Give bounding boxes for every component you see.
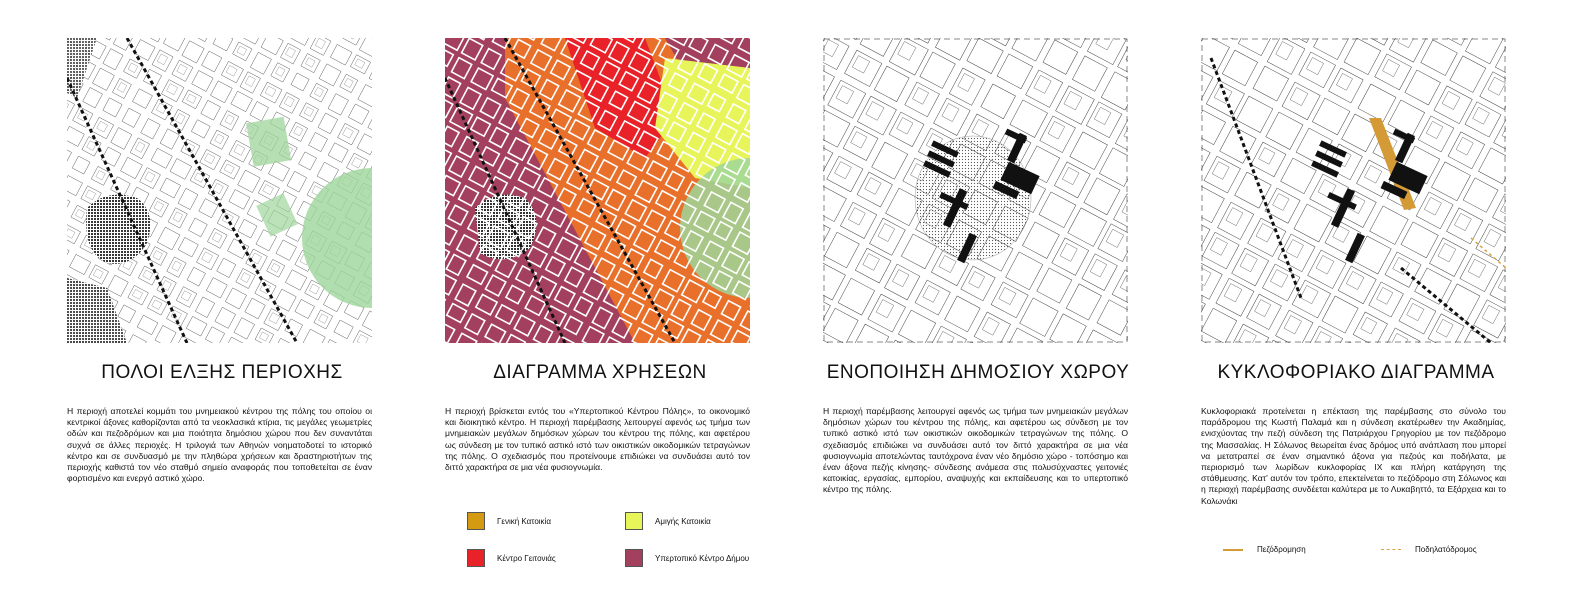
pedestrian-line-icon	[1223, 549, 1243, 551]
swatch-metropolitan-center	[625, 549, 643, 567]
swatch-general-housing	[467, 512, 485, 530]
legend-label: Αμιγής Κατοικία	[655, 516, 711, 526]
map-land-use	[445, 38, 750, 343]
legend-item-neighborhood-center	[467, 549, 556, 567]
legend-label: Κέντρο Γειτονιάς	[497, 553, 556, 563]
legend-label: Ποδηλατόδρομος	[1415, 545, 1477, 554]
green-park-a	[246, 117, 291, 167]
panel-description: Η περιοχή βρίσκεται εντός του «Υπερτοπικού Κέντρου Πόλης», το οικονομικό και διοικητικό κέντρο. Η περιοχή παρέμβασης λειτουργεί αφενός ως τμήμα των μνημειακών μεγάλων δημόσιων χώρων του κέντρου της πόλης, και αφετέρου ως σύνδεση με τον τυπικό αστικό ιστό των οικιστικών οικοδομικών τετραγώνων της πόλης. Ο σχεδιασμός που προτείνουμε επιδιώκει να συνδυάσει αυτό τον διττό χαρακτήρα σε μια νέα φυσιογνωμία.	[445, 406, 750, 473]
legend-label: Πεζόδρομηση	[1257, 545, 1306, 554]
bike-lane	[1471, 238, 1506, 268]
legend-item-bike	[1381, 545, 1477, 554]
panel-description: Η περιοχή παρέμβασης λειτουργεί αφενός ως τμήμα των μνημειακών μεγάλων δημόσιων χώρων του κέντρου της πόλης, και αφετέρου ως σύνδεση με τον τυπικό αστικό ιστό των οικιστικών οικοδομικών τετραγώνων της πόλης. Ο σχεδιασμός επιδιώκει να συνδυάσει αυτό τον διττό χαρακτήρα σε μια νέα φυσιογνωμία αποτελώντας ταυτόχρονα έναν νέο δημόσιο χώρο - τοπόσημο και έναν άξονα πεζής κίνησης- σύνδεσης ανάμεσα στις πολυσύχναστες γειτονιές κατοικίας, εργασίας, εμπορίου, αναψυχής και εκπαίδευσης και το υπερτοπικό κέντρο της πόλης.	[823, 406, 1128, 495]
panel-public-space	[823, 0, 1133, 608]
panel-attraction-poles	[67, 0, 377, 608]
legend-item-general-housing	[467, 512, 551, 530]
axis-line-b	[127, 38, 297, 343]
map-public-space	[823, 38, 1128, 343]
swatch-neighborhood-center	[467, 549, 485, 567]
dense-zone-top	[67, 38, 97, 98]
green-hill	[302, 168, 372, 308]
dense-zone-bottom	[67, 278, 127, 343]
panel-title: ΔΙΑΓΡΑΜΜΑ ΧΡΗΣΕΩΝ	[493, 362, 707, 383]
legend-item-pure-housing	[625, 512, 711, 530]
map-traffic	[1201, 38, 1506, 343]
panel-description: Η περιοχή αποτελεί κομμάτι του μνημειακού κέντρου της πόλης του οποίου οι κεντρικοί άξονες καθορίζονται από τα νεοκλασικά κτίρια, τις μεγάλες γεωμετρίες οδών και πεζοδρόμων και μια ποιότητα δημόσιου χώρου που δεν συναντάται συχνά σε άλλες περιοχές. Η τριλογιά των Αθηνών νοηματοδοτεί το ιστορικό κέντρο και σε συνδυασμό με την πληθώρα χρήσεων και δραστηριοτήτων της περιοχής καθιστά τον νέο σταθμό σημείο αναφοράς που τοποθετείται σε έναν φορτισμένο και ενεργό αστικό χώρο.	[67, 406, 372, 484]
green-park-b	[256, 193, 298, 236]
panel-title: ΚΥΚΛΟΦΟΡΙΑΚΟ ΔΙΑΓΡΑΜΜΑ	[1217, 362, 1495, 383]
panel-traffic	[1201, 0, 1511, 608]
street-grid	[1201, 38, 1506, 343]
panel-land-use	[445, 0, 755, 608]
swatch-pure-housing	[625, 512, 643, 530]
legend-label: Υπερτοπικό Κέντρο Δήμου	[655, 553, 750, 563]
panel-title: ΠΟΛΟΙ ΕΛΞΗΣ ΠΕΡΙΟΧΗΣ	[101, 362, 343, 383]
legend-item-pedestrian	[1223, 545, 1306, 554]
axis-line-b	[1401, 268, 1491, 343]
dense-zone-left	[86, 195, 150, 264]
legend-label: Γενική Κατοικία	[497, 516, 551, 526]
panel-description: Κυκλοφοριακά προτείνεται η επέκταση της παρέμβασης στο σύνολο του παράδρομου της Κωστή Παλαμά και η σύνδεση εκατέρωθεν την Ακαδημίας, ενισχύοντας την πεζή σύνδεση της Πατριάρχου Γρηγορίου με τον πεζόδρομο της Μασσαλίας. Η Σόλωνος θεωρείται ένας δρόμος υπό ανάπλαση που μπορεί να μετατραπεί σε έναν σημαντικό άξονα για πεζούς και ποδήλατα, με περιορισμό των λωρίδων κυκλοφορίας ΙΧ και πλήρη κατάργηση της στάθμευσης. Κατ' αυτόν τον τρόπο, επεκτείνεται το πεζόδρομο στη Σόλωνος και η περιοχή παρέμβασης συνδέεται καλύτερα με το Λυκαβηττό, τα Εξάρχεια και το Κολωνάκι	[1201, 406, 1506, 506]
legend-item-metropolitan-center	[625, 549, 749, 567]
bike-line-icon	[1381, 549, 1401, 550]
panel-title: ΕΝΟΠΟΙΗΣΗ ΔΗΜΟΣΙΟΥ ΧΩΡΟΥ	[826, 362, 1130, 383]
map-attraction-poles	[67, 38, 372, 343]
